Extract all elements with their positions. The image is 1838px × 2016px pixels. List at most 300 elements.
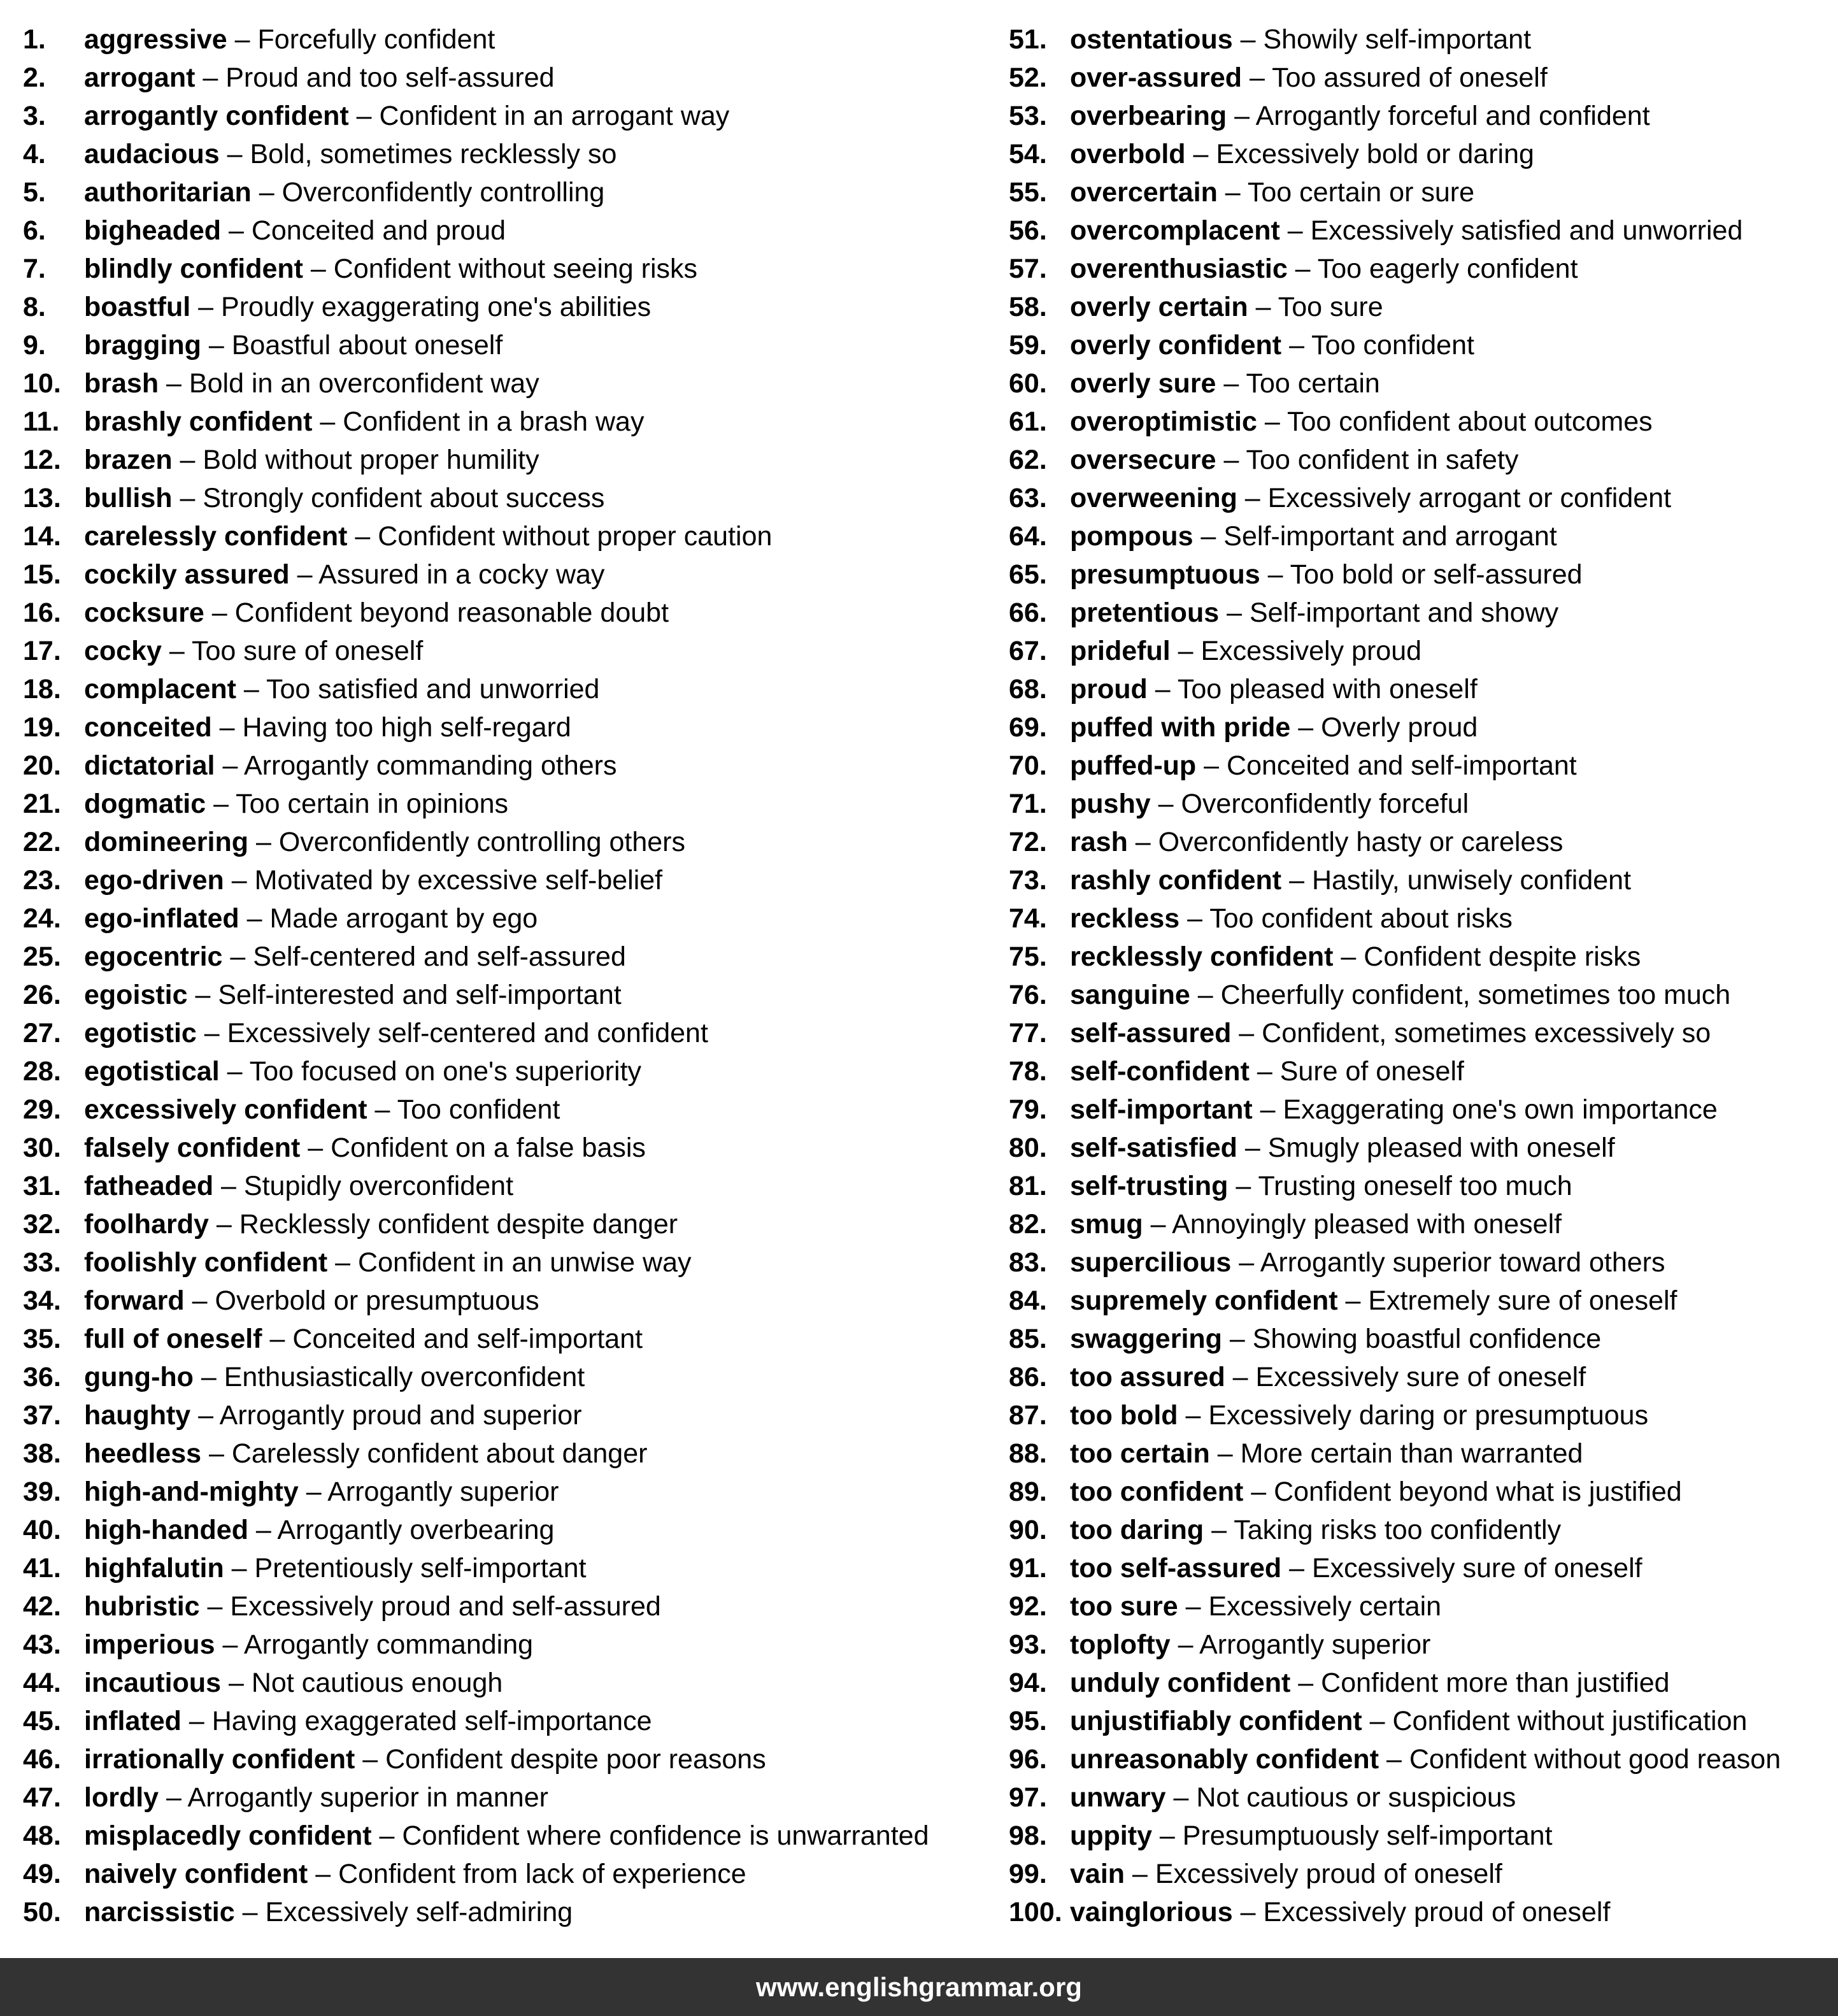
item-separator: – — [1216, 368, 1246, 399]
item-definition: Arrogantly commanding others — [243, 750, 617, 781]
item-body — [1070, 1473, 1682, 1511]
list-item — [23, 823, 1004, 861]
item-separator: – — [327, 1247, 359, 1278]
item-number: 66. — [1009, 597, 1047, 628]
item-separator: – — [367, 1094, 397, 1125]
item-term: arrogantly confident — [84, 101, 349, 131]
item-term: uppity — [1070, 1820, 1152, 1851]
item-body — [1070, 1549, 1642, 1587]
item-number: 95. — [1009, 1706, 1047, 1736]
item-number: 63. — [1009, 483, 1047, 513]
item-term: oversecure — [1070, 445, 1216, 475]
item-definition: Excessively self-admiring — [265, 1897, 573, 1927]
item-separator: – — [215, 750, 244, 781]
item-separator: – — [298, 1476, 328, 1507]
item-separator: – — [234, 1897, 266, 1927]
list-item — [23, 1129, 1004, 1167]
item-body — [84, 1473, 559, 1511]
item-body — [84, 1320, 643, 1358]
item-body — [84, 747, 617, 785]
item-definition: Recklessly confident despite danger — [239, 1209, 678, 1240]
item-body — [1070, 632, 1421, 670]
list-item — [23, 1243, 1004, 1282]
item-number: 21. — [23, 789, 61, 819]
item-number: 4. — [23, 139, 46, 169]
item-body — [84, 1014, 708, 1052]
list-item — [1009, 1282, 1830, 1320]
item-term: prideful — [1070, 636, 1171, 666]
list-item — [23, 1626, 1004, 1664]
item-number: 72. — [1009, 827, 1047, 857]
item-definition: Confident where confidence is unwarranted — [402, 1820, 929, 1851]
item-separator: – — [181, 1706, 212, 1736]
item-term: swaggering — [1070, 1324, 1222, 1354]
item-definition: Pretentiously self-important — [254, 1553, 587, 1583]
item-separator: – — [1217, 177, 1248, 208]
item-body — [1070, 1014, 1711, 1052]
item-separator: – — [201, 330, 232, 361]
item-definition: Overconfidently forceful — [1181, 789, 1469, 819]
item-definition: Excessively bold or daring — [1216, 139, 1534, 169]
list-item — [1009, 364, 1830, 403]
item-body — [84, 1090, 560, 1129]
list-item — [1009, 1358, 1830, 1396]
item-term: rash — [1070, 827, 1128, 857]
item-definition: Too confident — [1311, 330, 1474, 361]
item-separator: – — [1337, 1285, 1369, 1316]
item-number: 87. — [1009, 1400, 1047, 1431]
item-separator: – — [1190, 980, 1221, 1010]
item-number: 58. — [1009, 292, 1047, 322]
item-term: hubristic — [84, 1591, 200, 1622]
item-body — [1070, 1320, 1601, 1358]
item-term: too sure — [1070, 1591, 1178, 1622]
item-body — [84, 823, 685, 861]
item-definition: Confident without justification — [1392, 1706, 1748, 1736]
item-body — [1070, 1282, 1678, 1320]
item-separator: – — [227, 24, 258, 55]
item-definition: Not cautious or suspicious — [1196, 1782, 1516, 1813]
list-item — [23, 1893, 1004, 1931]
item-body — [84, 59, 555, 97]
item-definition: Sure of oneself — [1279, 1056, 1464, 1087]
item-separator: – — [190, 1400, 220, 1431]
item-body — [1070, 785, 1469, 823]
item-separator: – — [1143, 1209, 1172, 1240]
item-body — [84, 938, 626, 976]
item-separator: – — [1170, 636, 1201, 666]
item-separator: – — [1281, 865, 1312, 896]
item-body — [1070, 670, 1478, 708]
item-separator: – — [1147, 674, 1178, 704]
item-body — [84, 899, 538, 938]
item-number: 1. — [23, 24, 46, 55]
item-number: 54. — [1009, 139, 1047, 169]
item-term: too confident — [1070, 1476, 1244, 1507]
item-term: overenthusiastic — [1070, 254, 1288, 284]
list-item — [23, 441, 1004, 479]
item-term: unreasonably confident — [1070, 1744, 1379, 1775]
item-term: naively confident — [84, 1859, 308, 1889]
item-body — [1070, 1358, 1586, 1396]
item-separator: – — [172, 483, 203, 513]
item-term: cockily assured — [84, 559, 290, 590]
item-term: too self-assured — [1070, 1553, 1282, 1583]
item-number: 91. — [1009, 1553, 1047, 1583]
item-separator: – — [1209, 1438, 1241, 1469]
item-separator: – — [1281, 330, 1312, 361]
list-item — [23, 326, 1004, 364]
item-definition: Excessively arrogant or confident — [1267, 483, 1672, 513]
item-body — [84, 1396, 582, 1434]
item-number: 74. — [1009, 903, 1047, 934]
item-separator: – — [219, 139, 250, 169]
item-body — [1070, 1243, 1665, 1282]
list-item — [1009, 326, 1830, 364]
item-definition: Too confident about outcomes — [1286, 406, 1653, 437]
item-separator: – — [1333, 941, 1364, 972]
item-body — [1070, 250, 1578, 288]
item-number: 44. — [23, 1668, 61, 1698]
item-definition: Assured in a cocky way — [318, 559, 605, 590]
item-number: 83. — [1009, 1247, 1047, 1278]
list-item — [1009, 1626, 1830, 1664]
item-definition: Too confident — [397, 1094, 560, 1125]
item-number: 36. — [23, 1362, 61, 1392]
item-definition: Confident beyond what is justified — [1274, 1476, 1682, 1507]
item-separator: – — [303, 254, 334, 284]
item-separator: – — [187, 980, 218, 1010]
item-number: 59. — [1009, 330, 1047, 361]
item-separator: – — [1219, 597, 1250, 628]
item-definition: Having exaggerated self-importance — [211, 1706, 652, 1736]
item-number: 45. — [23, 1706, 61, 1736]
list-item — [23, 1052, 1004, 1090]
item-definition: Too focused on one's superiority — [249, 1056, 642, 1087]
item-number: 82. — [1009, 1209, 1047, 1240]
item-term: high-and-mighty — [84, 1476, 299, 1507]
item-definition: Arrogantly superior toward others — [1260, 1247, 1665, 1278]
item-body — [84, 288, 651, 326]
item-number: 100. — [1009, 1897, 1062, 1927]
item-term: brash — [84, 368, 159, 399]
item-term: vainglorious — [1070, 1897, 1233, 1927]
item-separator: – — [1228, 1171, 1258, 1201]
list-item — [1009, 747, 1830, 785]
item-definition: Excessively proud of oneself — [1263, 1897, 1611, 1927]
item-number: 8. — [23, 292, 46, 322]
item-separator: – — [193, 1362, 224, 1392]
item-definition: Arrogantly superior — [327, 1476, 559, 1507]
item-definition: Confident in an unwise way — [358, 1247, 692, 1278]
item-definition: Confident in a brash way — [343, 406, 645, 437]
list-item — [23, 670, 1004, 708]
item-separator: – — [239, 903, 270, 934]
list-item — [1009, 632, 1830, 670]
item-separator: – — [1248, 292, 1278, 322]
item-separator: – — [221, 1668, 252, 1698]
item-definition: Proud and too self-assured — [225, 62, 555, 93]
item-definition: Bold without proper humility — [203, 445, 539, 475]
item-separator: – — [206, 789, 236, 819]
item-term: unduly confident — [1070, 1668, 1291, 1698]
item-number: 85. — [1009, 1324, 1047, 1354]
item-separator: – — [1290, 1668, 1322, 1698]
item-separator: – — [196, 1018, 227, 1048]
item-body — [1070, 594, 1558, 632]
item-definition: Arrogantly superior — [1199, 1629, 1431, 1660]
item-definition: Too confident about risks — [1209, 903, 1513, 934]
item-number: 31. — [23, 1171, 61, 1201]
item-body — [1070, 479, 1671, 517]
item-separator: – — [348, 101, 380, 131]
item-term: full of oneself — [84, 1324, 262, 1354]
item-term: brashly confident — [84, 406, 313, 437]
item-term: ostentatious — [1070, 24, 1233, 55]
item-number: 79. — [1009, 1094, 1047, 1125]
item-term: irrationally confident — [84, 1744, 355, 1775]
item-definition: Showily self-important — [1263, 24, 1532, 55]
item-body — [1070, 97, 1650, 135]
item-definition: Confident from lack of experience — [338, 1859, 746, 1889]
item-term: pretentious — [1070, 597, 1220, 628]
item-term: arrogant — [84, 62, 196, 93]
item-separator: – — [1196, 750, 1227, 781]
item-separator: – — [1222, 1324, 1253, 1354]
list-item — [1009, 1167, 1830, 1205]
list-item — [23, 976, 1004, 1014]
item-body — [1070, 403, 1653, 441]
item-definition: Hastily, unwisely confident — [1311, 865, 1632, 896]
item-separator: – — [1243, 1476, 1274, 1507]
item-separator: – — [1225, 1362, 1256, 1392]
list-item — [1009, 861, 1830, 899]
list-item — [1009, 1014, 1830, 1052]
item-number: 33. — [23, 1247, 61, 1278]
item-term: overoptimistic — [1070, 406, 1257, 437]
item-separator: – — [347, 521, 378, 552]
item-number: 15. — [23, 559, 61, 590]
item-separator: – — [1127, 827, 1158, 857]
item-term: overly certain — [1070, 292, 1248, 322]
list-item — [1009, 1473, 1830, 1511]
item-term: unwary — [1070, 1782, 1166, 1813]
list-item — [23, 1549, 1004, 1587]
item-body — [84, 364, 539, 403]
item-definition: Overconfidently controlling others — [278, 827, 685, 857]
item-definition: Excessively self-centered and confident — [227, 1018, 708, 1048]
item-number: 71. — [1009, 789, 1047, 819]
list-item — [1009, 1855, 1830, 1893]
item-separator: – — [1279, 215, 1311, 246]
item-body — [84, 1129, 646, 1167]
item-separator: – — [159, 1782, 188, 1813]
item-term: overbold — [1070, 139, 1186, 169]
item-number: 93. — [1009, 1629, 1047, 1660]
item-definition: Conceited and self-important — [292, 1324, 643, 1354]
item-body — [84, 670, 599, 708]
item-term: self-trusting — [1070, 1171, 1229, 1201]
item-body — [84, 1243, 692, 1282]
list-item — [1009, 173, 1830, 211]
list-item — [23, 59, 1004, 97]
item-term: bullish — [84, 483, 173, 513]
item-separator: – — [308, 1859, 339, 1889]
item-definition: Too assured of oneself — [1272, 62, 1548, 93]
list-item — [1009, 441, 1830, 479]
list-item — [23, 1167, 1004, 1205]
item-number: 32. — [23, 1209, 61, 1240]
list-item — [1009, 1396, 1830, 1434]
item-separator: – — [1281, 1553, 1312, 1583]
list-item — [1009, 1320, 1830, 1358]
item-term: overcomplacent — [1070, 215, 1280, 246]
item-number: 17. — [23, 636, 61, 666]
list-item — [1009, 517, 1830, 555]
item-body — [1070, 899, 1513, 938]
list-item — [1009, 403, 1830, 441]
item-body — [84, 1549, 587, 1587]
item-separator: – — [371, 1820, 403, 1851]
item-separator: – — [201, 1438, 232, 1469]
list-item — [1009, 1205, 1830, 1243]
list-item — [23, 1778, 1004, 1817]
item-term: self-important — [1070, 1094, 1253, 1125]
item-definition: Arrogantly overbearing — [277, 1515, 555, 1545]
item-separator: – — [1179, 903, 1210, 934]
item-number: 97. — [1009, 1782, 1047, 1813]
list-item — [23, 1740, 1004, 1778]
item-definition: Confident without good reason — [1409, 1744, 1781, 1775]
item-number: 60. — [1009, 368, 1047, 399]
list-item — [23, 403, 1004, 441]
item-separator: – — [184, 1285, 215, 1316]
list-item — [23, 517, 1004, 555]
list-item — [1009, 1778, 1830, 1817]
item-body — [1070, 1167, 1572, 1205]
list-item — [1009, 1511, 1830, 1549]
item-number: 48. — [23, 1820, 61, 1851]
item-definition: Conceited and self-important — [1227, 750, 1577, 781]
item-separator: – — [1231, 1247, 1260, 1278]
item-term: gung-ho — [84, 1362, 194, 1392]
item-definition: Excessively sure of oneself — [1255, 1362, 1586, 1392]
item-term: smug — [1070, 1209, 1143, 1240]
item-term: high-handed — [84, 1515, 248, 1545]
item-number: 22. — [23, 827, 61, 857]
item-term: audacious — [84, 139, 220, 169]
item-definition: Boastful about oneself — [231, 330, 503, 361]
list-item — [1009, 1243, 1830, 1282]
item-term: pompous — [1070, 521, 1193, 552]
item-term: complacent — [84, 674, 236, 704]
item-number: 89. — [1009, 1476, 1047, 1507]
item-number: 27. — [23, 1018, 61, 1048]
item-number: 98. — [1009, 1820, 1047, 1851]
item-separator: – — [161, 636, 192, 666]
list-item — [1009, 938, 1830, 976]
item-term: overly sure — [1070, 368, 1216, 399]
item-separator: – — [251, 177, 282, 208]
item-term: overly confident — [1070, 330, 1282, 361]
item-number: 5. — [23, 177, 46, 208]
item-number: 30. — [23, 1133, 61, 1163]
item-body — [84, 403, 644, 441]
item-definition: Self-important and showy — [1249, 597, 1559, 628]
item-number: 57. — [1009, 254, 1047, 284]
list-item — [23, 1511, 1004, 1549]
item-definition: Bold in an overconfident way — [189, 368, 539, 399]
item-term: too bold — [1070, 1400, 1178, 1431]
item-term: blindly confident — [84, 254, 303, 284]
item-definition: Conceited and proud — [251, 215, 506, 246]
item-number: 70. — [1009, 750, 1047, 781]
item-body — [84, 211, 506, 250]
item-term: egotistic — [84, 1018, 197, 1048]
item-definition: Arrogantly commanding — [243, 1629, 534, 1660]
item-term: incautious — [84, 1668, 222, 1698]
item-definition: Extremely sure of oneself — [1368, 1285, 1678, 1316]
item-separator: – — [190, 292, 222, 322]
item-separator: – — [1150, 789, 1181, 819]
list-item — [1009, 1817, 1830, 1855]
list-item — [23, 785, 1004, 823]
item-separator: – — [1178, 1591, 1209, 1622]
item-body — [1070, 211, 1742, 250]
item-definition: Confident more than justified — [1321, 1668, 1670, 1698]
item-body — [84, 1817, 929, 1855]
list-item — [1009, 288, 1830, 326]
item-separator: – — [1227, 101, 1256, 131]
item-term: reckless — [1070, 903, 1180, 934]
item-body — [1070, 747, 1577, 785]
item-definition: Arrogantly forceful and confident — [1255, 101, 1650, 131]
item-separator: – — [213, 1171, 244, 1201]
item-term: puffed with pride — [1070, 712, 1291, 743]
list-item — [23, 211, 1004, 250]
item-number: 61. — [1009, 406, 1047, 437]
item-body — [84, 632, 423, 670]
item-definition: Too sure of oneself — [191, 636, 424, 666]
item-number: 18. — [23, 674, 61, 704]
word-list — [0, 20, 1838, 1931]
item-definition: Overconfidently hasty or careless — [1158, 827, 1564, 857]
item-separator: – — [204, 597, 235, 628]
item-number: 19. — [23, 712, 61, 743]
item-separator: – — [248, 827, 279, 857]
item-body — [84, 1664, 502, 1702]
item-body — [84, 1778, 548, 1817]
item-definition: Having too high self-regard — [242, 712, 571, 743]
item-term: forward — [84, 1285, 185, 1316]
item-term: presumptuous — [1070, 559, 1260, 590]
item-body — [84, 1511, 554, 1549]
item-body — [84, 1740, 766, 1778]
list-item — [23, 479, 1004, 517]
item-definition: Trusting oneself too much — [1258, 1171, 1572, 1201]
item-body — [84, 1434, 647, 1473]
item-separator: – — [1379, 1744, 1409, 1775]
item-term: rashly confident — [1070, 865, 1282, 896]
footer-website-link[interactable]: www.englishgrammar.org — [756, 1971, 1082, 2002]
item-definition: Confident on a false basis — [331, 1133, 646, 1163]
item-definition: Showing boastful confidence — [1252, 1324, 1602, 1354]
item-number: 39. — [23, 1476, 61, 1507]
item-separator: – — [1193, 521, 1224, 552]
item-definition: Not cautious enough — [251, 1668, 503, 1698]
item-term: inflated — [84, 1706, 182, 1736]
item-number: 14. — [23, 521, 61, 552]
